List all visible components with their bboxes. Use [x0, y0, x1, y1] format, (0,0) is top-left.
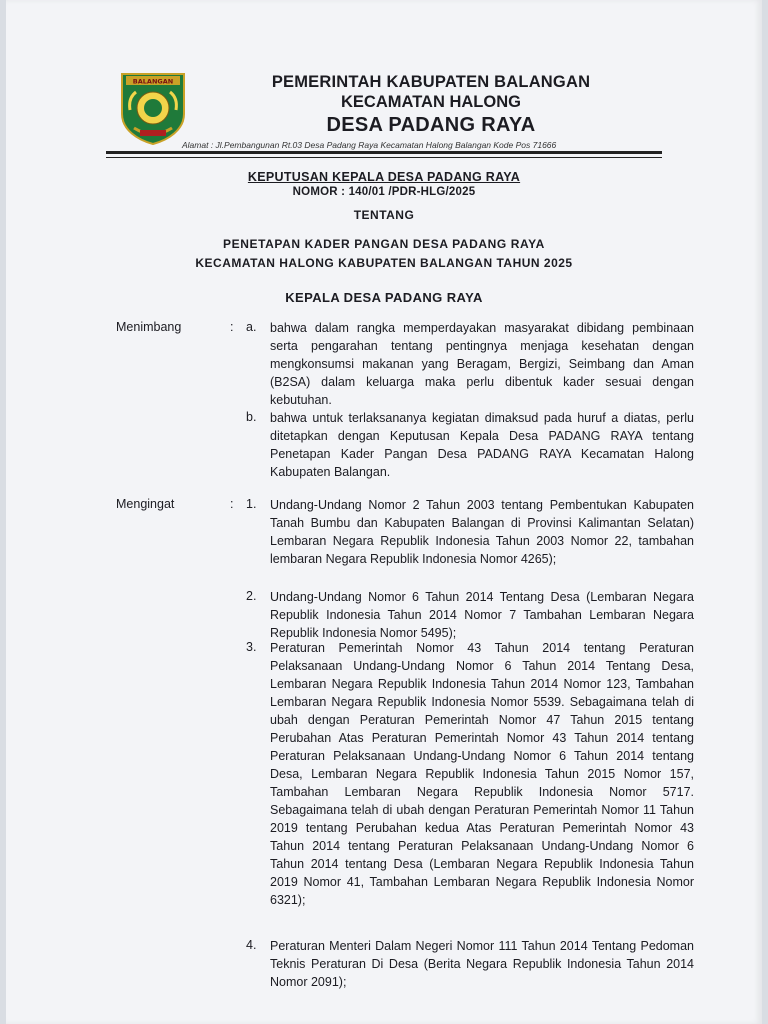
letterhead-rule-thin [106, 157, 662, 158]
decree-number: NOMOR : 140/01 /PDR-HLG/2025 [292, 186, 476, 198]
list-marker: 4. [246, 938, 257, 952]
regency-emblem-logo [118, 70, 188, 146]
section-label-mengingat: Mengingat [116, 497, 175, 511]
list-item-text: bahwa untuk terlaksananya kegiatan dimaksud pada huruf a diatas, perlu ditetapkan dengan Keputusan Kepala Desa PADANG RAYA tentang Penetapan Kader Pangan Desa PADANG RAYA Kecamatan Halong Kabupaten Balangan. [270, 411, 694, 479]
list-marker: 3. [246, 640, 257, 654]
list-marker: a. [246, 320, 257, 334]
list-item-text: Undang-Undang Nomor 2 Tahun 2003 tentang Pembentukan Kabupaten Tanah Bumbu dan Kabupaten Balangan di Provinsi Kalimantan Selatan) Lembaran Negara Republik Indonesia Tahun 2003 Nomor 22, tambahan lembaran Negara Republik Indonesia Nomor 4265); [270, 498, 694, 566]
list-marker: b. [246, 410, 257, 424]
section-colon: : [230, 320, 234, 334]
decree-issuer: KEPALA DESA PADANG RAYA [285, 290, 483, 305]
letterhead-government: PEMERINTAH KABUPATEN BALANGAN [271, 73, 591, 91]
list-item-text: Peraturan Menteri Dalam Negeri Nomor 111 Tahun 2014 Tentang Pedoman Teknis Peraturan Di Desa (Berita Negara Republik Indonesia Tahun 2014 Nomor 2091); [270, 939, 694, 989]
document-page [6, 0, 762, 1024]
decree-about: TENTANG [353, 208, 415, 222]
list-item-text: bahwa dalam rangka memperdayakan masyarakat dibidang pembinaan serta pengarahan tentang pentingnya menjaga kesehatan dengan mengkonsumsi makanan yang Beragam, Bergizi, Seimbang dan Aman (B2SA) dalam keluarga maka perlu dibentuk kader sesuai dengan kebutuhan. [270, 321, 694, 407]
letterhead-village: DESA PADANG RAYA [326, 114, 536, 136]
decree-subject-line2: KECAMATAN HALONG KABUPATEN BALANGAN TAHUN 2025 [195, 256, 573, 270]
letterhead-rule-thick [106, 151, 662, 154]
section-colon: : [230, 497, 234, 511]
list-item-text: Undang-Undang Nomor 6 Tahun 2014 Tentang Desa (Lembaran Negara Republik Indonesia Tahun 2014 Nomor 7 Tambahan Lembaran Negara Republik Indonesia Nomor 5495); [270, 590, 694, 640]
list-item-text: Peraturan Pemerintah Nomor 43 Tahun 2014 tentang Peraturan Pelaksanaan Undang-Undang Nomor 6 Tahun 2014 Tentang Desa, Lembaran Negara Republik Indonesia Tahun 2014 Nomor 123, Tambahan Lembaran Negara Republik Indonesia Nomor 5539. Sebagaimana telah di ubah dengan Peraturan Pemerintah Nomor 47 Tahun 2015 tentang Perubahan Atas Peraturan Pemerintah Nomor 43 Tahun 2014 tentang Peraturan Pelaksanaan Undang-Undang Nomor 6 Tahun 2014 tentang Desa, Lembaran Negara Republik Indonesia Tahun 2015 Nomor 157, Tambahan Lembaran Negara Republik Indonesia Nomor 5717. Sebagaimana telah di ubah dengan Peraturan Pemerintah Nomor 11 Tahun 2019 tentang Perubahan kedua Atas Peraturan Pemerintah Nomor 43 Tahun 2014 tentang Peraturan Pelaksanaan Undang-Undang Nomor 6 Tahun 2014 tentang Desa (Lembaran Negara Republik Indonesia Tahun 2019 Nomor 41, Tambahan Lembaran Negara Republik Indonesia Nomor 6321); [270, 641, 694, 907]
svg-text:BALANGAN: BALANGAN [132, 77, 174, 86]
list-marker: 2. [246, 589, 257, 603]
letterhead [6, 64, 762, 159]
section-label-menimbang: Menimbang [116, 320, 182, 334]
decree-title: KEPUTUSAN KEPALA DESA PADANG RAYA [247, 170, 521, 184]
list-marker: 1. [246, 497, 257, 511]
letterhead-district: KECAMATAN HALONG [341, 93, 521, 111]
letterhead-address: Alamat : Jl.Pembangunan Rt.03 Desa Padang Raya Kecamatan Halong Balangan Kode Pos 71666 [182, 140, 557, 150]
decree-subject-line1: PENETAPAN KADER PANGAN DESA PADANG RAYA [223, 237, 545, 251]
